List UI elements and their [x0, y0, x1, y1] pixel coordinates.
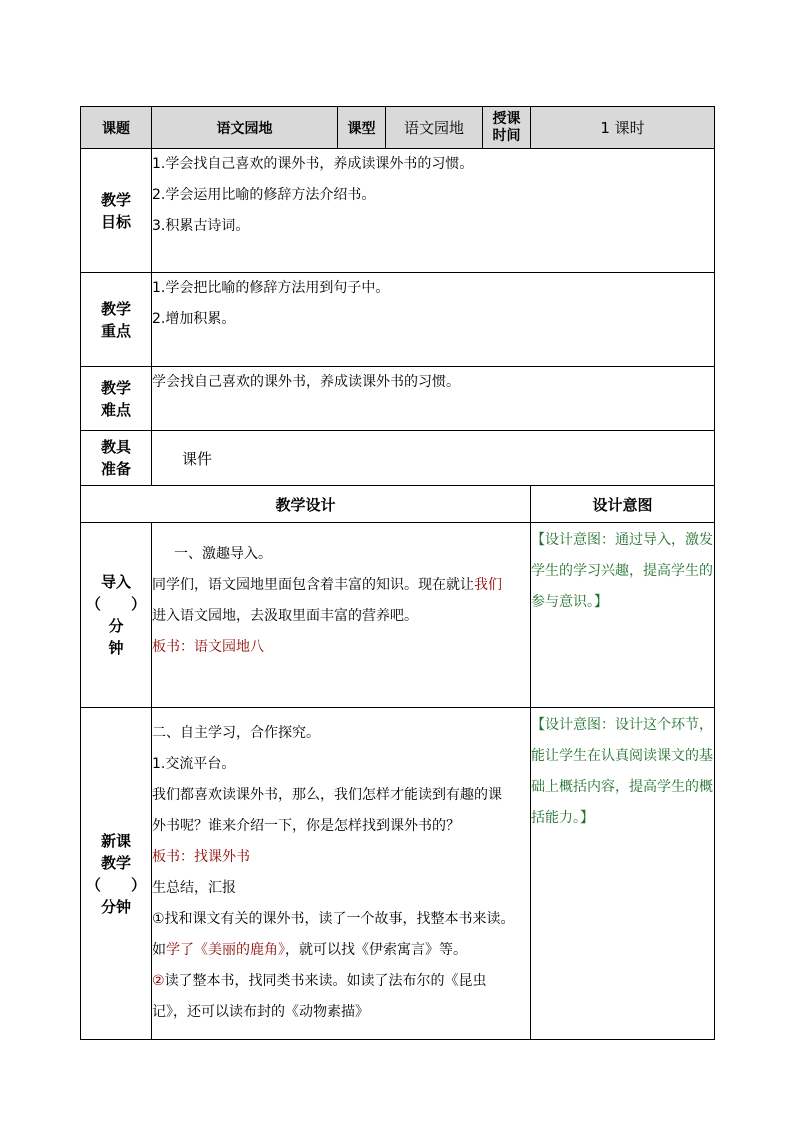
- materials-label-2: 准备: [100, 460, 131, 478]
- header-row: [81, 107, 715, 149]
- point-2-a: 读了整本书，找同类书来读。如读了法布尔的《昆虫: [164, 973, 487, 989]
- point-1b-red: 学了《美丽的鹿角》: [166, 942, 285, 958]
- point-1b-b: ，就可以找《伊索寓言》等。: [285, 942, 467, 958]
- new-lesson-point-1: ①找和课文有关的课外书，读了一个故事，找整本书来读。: [152, 911, 515, 927]
- design-header-left: 教学设计: [81, 486, 531, 523]
- time-label-line1: 授课: [492, 110, 521, 127]
- intro-line-1-red: 我们: [474, 577, 502, 593]
- new-lesson-sub: 1.交流平台。: [152, 756, 236, 772]
- topic-value: 语文园地: [152, 107, 338, 149]
- difficulties-content: [152, 367, 715, 431]
- key-point-item: 2.增加积累。: [152, 311, 236, 327]
- new-lesson-question-1: 我们都喜欢读课外书，那么，我们怎样才能读到有趣的课: [152, 787, 502, 803]
- intro-label: [81, 523, 152, 708]
- intro-line: [152, 570, 530, 601]
- intro-label-3: 钟: [108, 639, 124, 657]
- time-label-line2: 时间: [492, 127, 521, 144]
- time-value: 1 课时: [531, 107, 715, 149]
- intro-label-1: 导入: [100, 573, 131, 591]
- intro-line-1: 同学们，语文园地里面包含着丰富的知识。现在就让: [152, 577, 474, 593]
- intro-row: [81, 523, 715, 708]
- difficulties-row: [81, 367, 715, 431]
- point-1b-a: 如: [152, 942, 166, 958]
- new-lesson-point-1b: [152, 935, 530, 966]
- key-points-content: [152, 273, 715, 367]
- difficulties-label: [81, 367, 152, 431]
- new-lesson-label-4: 分钟: [100, 897, 131, 916]
- objectives-content: [152, 149, 715, 273]
- intro-board: 板书：语文园地八: [152, 639, 264, 655]
- type-label: 课型: [338, 107, 386, 149]
- new-lesson-label-3: （ ）: [85, 875, 146, 894]
- new-lesson-question-2: 外书呢？谁来介绍一下，你是怎样找到课外书的？: [152, 818, 460, 834]
- design-header-right: 设计意图: [531, 486, 715, 523]
- key-point-item: 1.学会把比喻的修辞方法用到句子中。: [152, 280, 390, 296]
- new-lesson-label: [81, 708, 152, 1040]
- intro-content: [152, 523, 531, 708]
- objective-item: 1.学会找自己喜欢的课外书，养成读课外书的习惯。: [152, 156, 474, 172]
- time-label: [483, 107, 531, 149]
- lesson-plan-table: [80, 106, 715, 1040]
- key-points-label: [81, 273, 152, 367]
- new-lesson-content: [152, 708, 531, 1040]
- key-points-label-2: 重点: [100, 321, 131, 340]
- objectives-row: [81, 149, 715, 273]
- new-lesson-row: [81, 708, 715, 1040]
- type-value: 语文园地: [386, 107, 483, 149]
- objectives-label-2: 目标: [100, 212, 131, 231]
- intro-intent: 【设计意图：通过导入，激发学生的学习兴趣，提高学生的参与意识。】: [531, 523, 715, 708]
- intro-line-2: 进入语文园地，去汲取里面丰富的营养吧。: [152, 608, 418, 624]
- difficulties-label-2: 难点: [100, 400, 131, 419]
- key-points-label-1: 教学: [100, 299, 131, 318]
- new-lesson-label-1: 新课: [100, 831, 131, 850]
- materials-content: 课件: [152, 431, 715, 486]
- new-lesson-intent: 【设计意图：设计这个环节，能让学生在认真阅读课文的基础上概括内容，提高学生的概括能力。】: [531, 708, 715, 1040]
- materials-label-1: 教具: [100, 438, 131, 456]
- new-lesson-summary: 生总结，汇报: [152, 880, 236, 896]
- materials-label: [81, 431, 152, 486]
- new-lesson-label-2: 教学: [100, 853, 131, 872]
- difficulty-text: 学会找自己喜欢的课外书，养成读课外书的习惯。: [152, 374, 460, 390]
- intro-heading: 一、激趣导入。: [174, 546, 272, 562]
- new-lesson-point-2: [152, 966, 530, 997]
- difficulties-label-1: 教学: [100, 378, 131, 397]
- key-points-row: [81, 273, 715, 367]
- objective-item: 2.学会运用比喻的修辞方法介绍书。: [152, 187, 376, 203]
- objective-item: 3.积累古诗词。: [152, 218, 250, 234]
- new-lesson-point-2b: 记》，还可以读布封的《动物素描》: [152, 1004, 369, 1020]
- point-2-num: ②: [152, 973, 165, 989]
- topic-label: 课题: [81, 107, 152, 149]
- objectives-label: [81, 149, 152, 273]
- new-lesson-heading: 二、自主学习，合作探究。: [152, 725, 320, 741]
- new-lesson-board: 板书：找课外书: [152, 849, 250, 865]
- design-header-row: [81, 486, 715, 523]
- materials-row: [81, 431, 715, 486]
- intro-label-2: （ ）分: [85, 595, 146, 635]
- objectives-label-1: 教学: [100, 190, 131, 209]
